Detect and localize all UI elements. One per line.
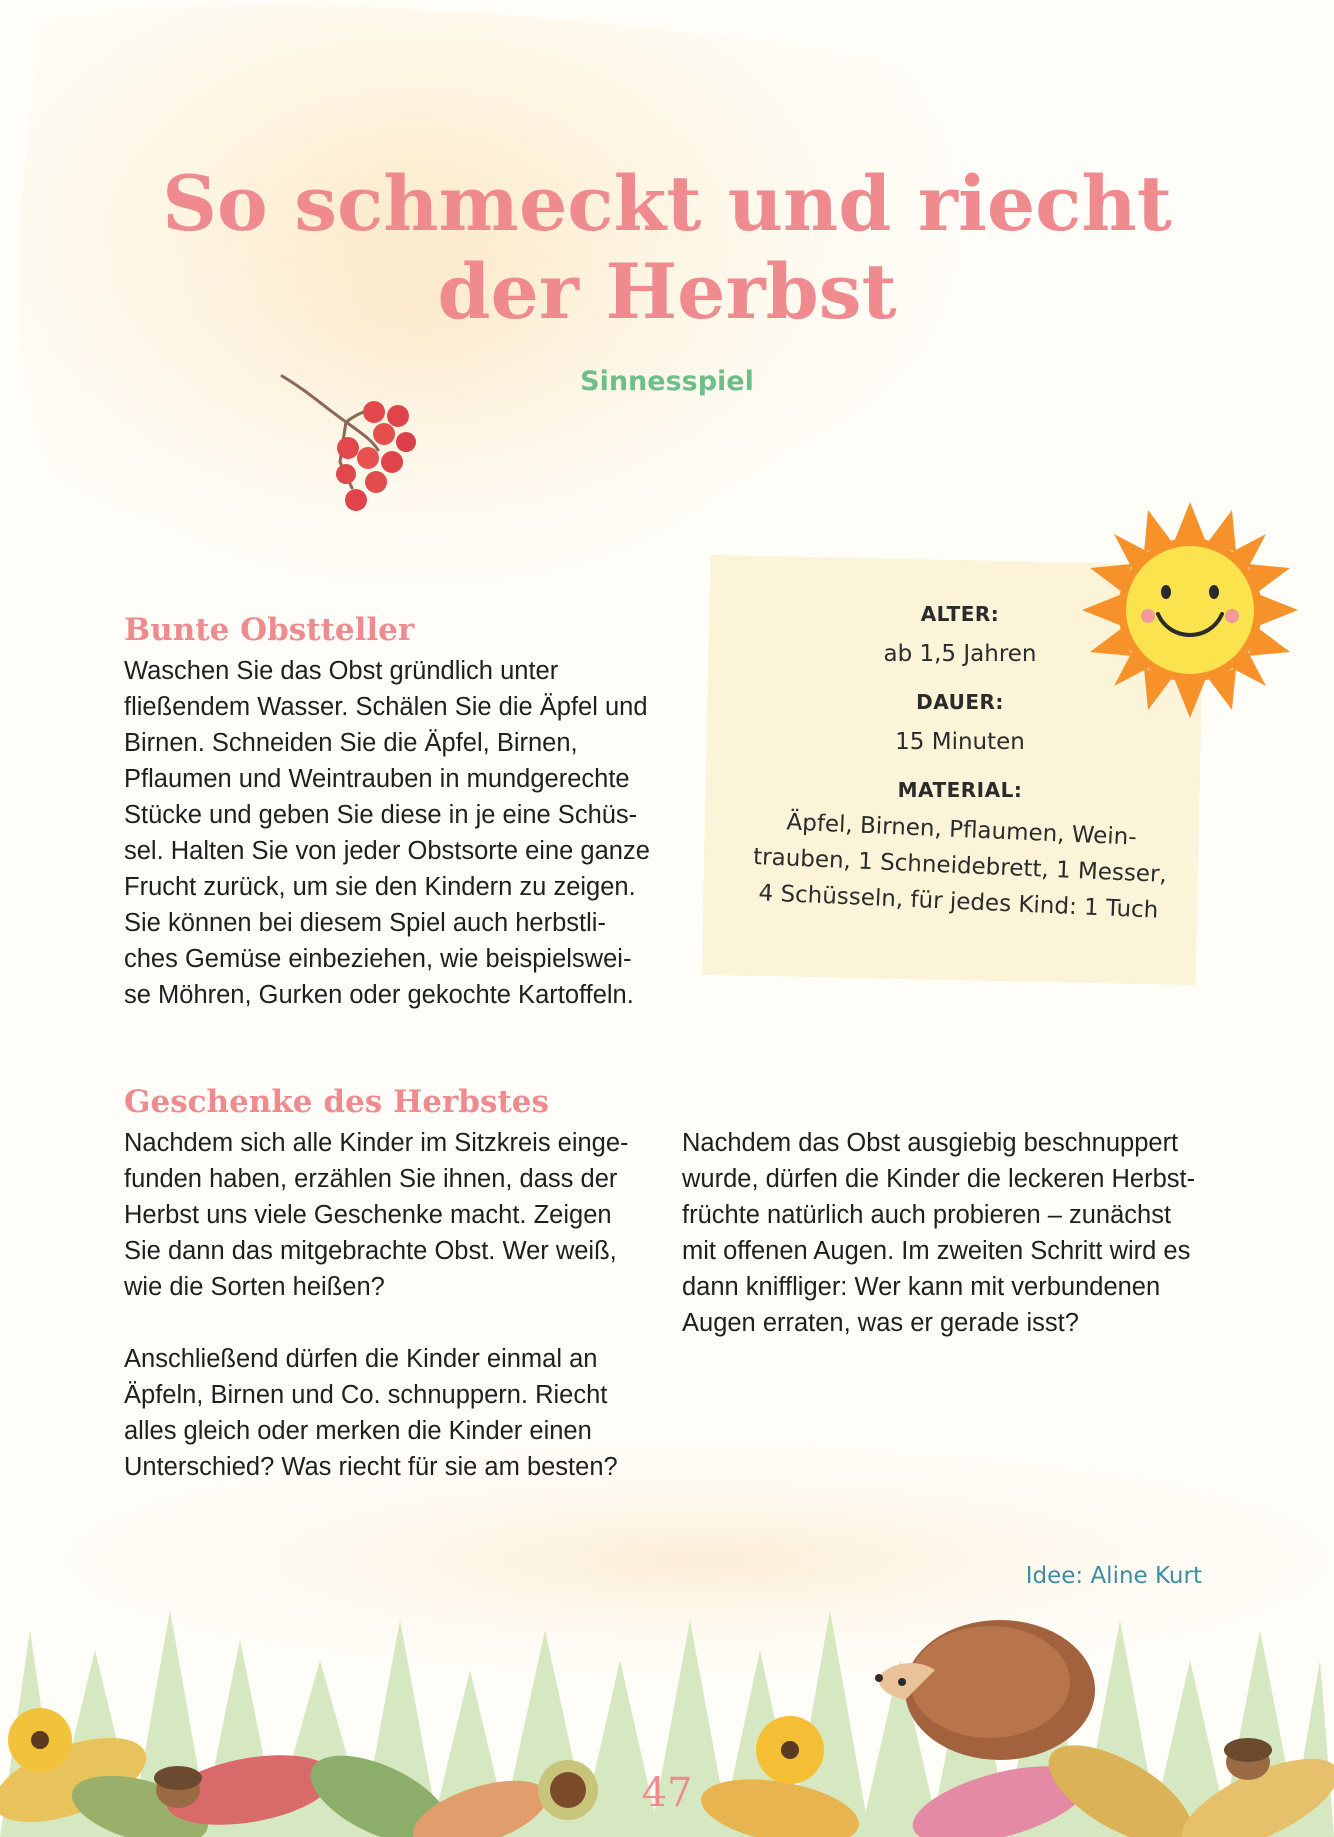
- text-line: früchte natürlich auch probieren – zunächst: [682, 1201, 1172, 1229]
- text-line: Birnen. Schneiden Sie die Äpfel, Birnen,: [124, 729, 578, 757]
- text-line: wurde, dürfen die Kinder die leckeren Herbst-: [682, 1165, 1196, 1193]
- smiling-sun-icon: [1082, 502, 1298, 718]
- text-line: dann kniffliger: Wer kann mit verbundenen: [682, 1273, 1161, 1301]
- page-number: 47: [641, 1770, 693, 1816]
- text-line: Frucht zurück, um sie den Kindern zu zeigen.: [124, 873, 636, 901]
- text-line: se Möhren, Gurken oder gekochte Kartoffeln.: [124, 981, 634, 1009]
- text-line: Nachdem sich alle Kinder im Sitzkreis einge-: [124, 1129, 629, 1157]
- text-line: Herbst uns viele Geschenke macht. Zeigen: [124, 1201, 612, 1229]
- text-line: Äpfeln, Birnen und Co. schnuppern. Riecht: [124, 1381, 608, 1409]
- text-line: Anschließend dürfen die Kinder einmal an: [124, 1345, 598, 1373]
- material-label: MATERIAL:: [897, 778, 1023, 802]
- age-label: ALTER:: [920, 602, 1000, 626]
- text-line: Sie dann das mitgebrachte Obst. Wer weiß,: [124, 1237, 617, 1265]
- text-line: Waschen Sie das Obst gründlich unter: [124, 657, 559, 685]
- material-line: Äpfel, Birnen, Pflaumen, Wein-: [785, 809, 1138, 851]
- text-line: Stücke und geben Sie diese in je eine Schüs-: [124, 801, 638, 829]
- material-line: trauben, 1 Schneidebrett, 1 Messer,: [752, 843, 1168, 889]
- subtitle: Sinnesspiel: [580, 366, 754, 397]
- section-heading-bunte-obstteller: Bunte Obstteller: [124, 612, 415, 648]
- text-line: fließendem Wasser. Schälen Sie die Äpfel und: [124, 693, 648, 721]
- rowan-berries-illustration: [276, 370, 426, 518]
- text-line: funden haben, erzählen Sie ihnen, dass der: [124, 1165, 618, 1193]
- text-line: Nachdem das Obst ausgiebig beschnuppert: [682, 1129, 1179, 1157]
- text-line: Sie können bei diesem Spiel auch herbstli-: [124, 909, 606, 937]
- author-credit: Idee: Aline Kurt: [1025, 1563, 1202, 1589]
- section-heading-geschenke-des-herbstes: Geschenke des Herbstes: [124, 1084, 549, 1120]
- text-line: sel. Halten Sie von jeder Obstsorte eine ganze: [124, 837, 650, 865]
- age-value: ab 1,5 Jahren: [883, 641, 1037, 667]
- text-line: Augen erraten, was er gerade isst?: [682, 1309, 1079, 1337]
- section-text-right-column: [682, 1125, 1222, 1341]
- text-line: wie die Sorten heißen?: [124, 1273, 385, 1301]
- text-line: Pflaumen und Weintrauben in mundgerechte: [124, 765, 630, 793]
- material-value: [718, 802, 1202, 931]
- title-line-1: So schmeckt und riecht: [162, 159, 1172, 248]
- text-line: ches Gemüse einbeziehen, wie beispielswei-: [124, 945, 632, 973]
- duration-value: 15 Minuten: [895, 729, 1025, 755]
- text-line: alles gleich oder merken die Kinder einen: [124, 1417, 592, 1445]
- text-line: Unterschied? Was riecht für sie am besten?: [124, 1453, 618, 1481]
- title-line-2: der Herbst: [437, 247, 897, 336]
- page-title: [0, 160, 1334, 336]
- material-line: 4 Schüsseln, für jedes Kind: 1 Tuch: [758, 880, 1159, 924]
- text-line: mit offenen Augen. Im zweiten Schritt wird es: [682, 1237, 1191, 1265]
- duration-label: DAUER:: [916, 690, 1004, 714]
- section-text-left-column: [124, 1125, 664, 1485]
- section-text-bunte-obstteller: [124, 653, 684, 1013]
